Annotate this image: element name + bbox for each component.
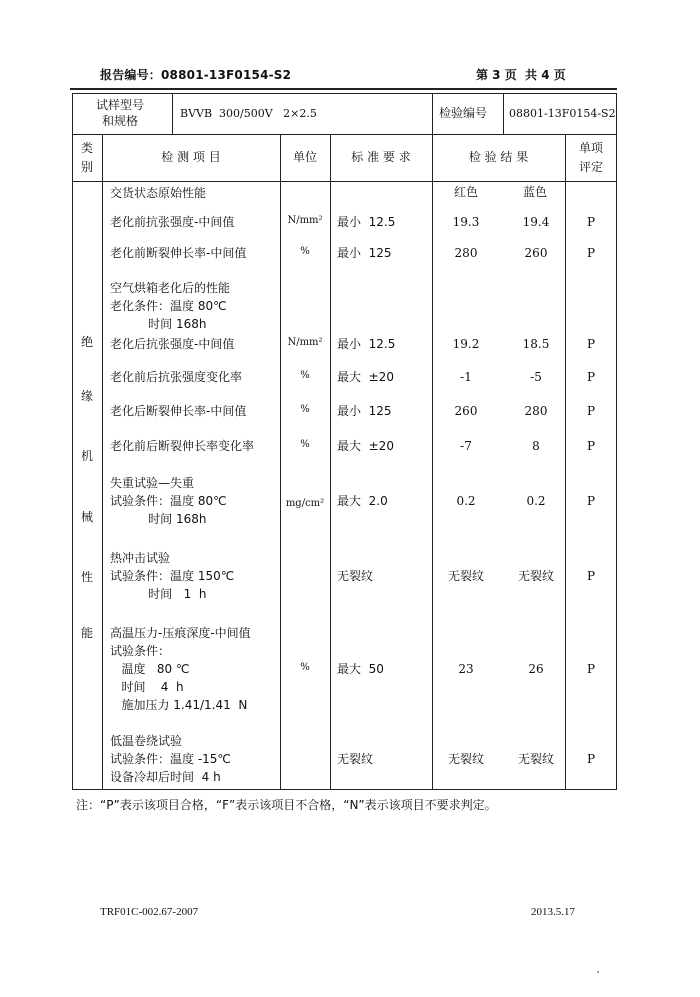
category-char: 能 (80, 626, 93, 640)
test-item-text: 设备冷却后时间 4 h (110, 770, 221, 784)
test-item-text: 老化后抗张强度-中间值 (110, 337, 235, 351)
test-item-text: 失重试验—失重 (110, 476, 195, 490)
judgement-value: P (586, 569, 596, 583)
standard-value: 最大 50 (337, 662, 384, 676)
result-red: 19.2 (452, 337, 480, 351)
test-item-text: 时间 168h (110, 317, 207, 331)
judgement-value: P (586, 215, 596, 229)
column-rule (172, 93, 173, 134)
test-item-text: 老化前断裂伸长率-中间值 (110, 246, 247, 260)
column-rule (432, 134, 433, 790)
judgement-value: P (586, 370, 596, 384)
test-item-text: 空气烘箱老化后的性能 (110, 281, 231, 295)
unit-value: % (300, 662, 310, 673)
judgement-value: P (586, 439, 596, 453)
test-item-text: 老化后断裂伸长率-中间值 (110, 404, 247, 418)
unit-value: N/mm² (287, 337, 323, 348)
test-item-text: 老化前后抗张强度变化率 (110, 370, 243, 384)
issue-date: 2013.5.17 (531, 906, 575, 918)
standard-value: 无裂纹 (337, 752, 374, 766)
unit-value: % (300, 370, 310, 381)
result-red: 19.3 (452, 215, 480, 229)
result-subhead-red: 红色 (453, 185, 478, 199)
test-item-text: 低温卷绕试验 (110, 734, 183, 748)
column-rule (503, 93, 504, 134)
header-judge: 评定 (578, 160, 603, 174)
header-standard: 标 准 要 求 (351, 150, 411, 164)
test-item-text: 时间 4 h (110, 680, 184, 694)
result-blue: 无裂纹 (517, 752, 554, 766)
result-red: 23 (458, 662, 474, 676)
category-char: 绝 (80, 335, 93, 349)
test-item-text: 交货状态原始性能 (110, 186, 207, 200)
result-blue: 无裂纹 (517, 569, 554, 583)
standard-value: 最大 ±20 (337, 439, 394, 453)
result-blue: 280 (524, 404, 548, 418)
header-rule (70, 88, 617, 90)
judgement-value: P (586, 404, 596, 418)
category-char: 械 (80, 510, 93, 524)
result-red: 无裂纹 (447, 752, 484, 766)
result-red: 280 (454, 246, 478, 260)
model-label: 试样型号 (96, 98, 145, 112)
column-rule (102, 134, 103, 790)
result-blue: 0.2 (526, 494, 546, 508)
test-item-text: 试验条件：温度 -15℃ (110, 752, 231, 766)
unit-value: mg/cm² (285, 498, 325, 509)
test-item-text: 老化前后断裂伸长率变化率 (110, 439, 255, 453)
test-item-text: 高温压力-压痕深度-中间值 (110, 626, 251, 640)
header-result: 检 验 结 果 (468, 150, 529, 164)
test-item-text: 温度 80 ℃ (110, 662, 190, 676)
model-label: 和规格 (102, 114, 139, 128)
judgement-value: P (586, 662, 596, 676)
inspect-value: 08801-13F0154-S2 (509, 107, 616, 120)
header-category: 别 (80, 160, 93, 174)
result-red: -7 (460, 439, 472, 453)
result-red: 0.2 (456, 494, 476, 508)
row-rule (72, 134, 617, 135)
test-item-text: 热冲击试验 (110, 551, 171, 565)
standard-value: 最小 12.5 (337, 215, 396, 229)
header-unit: 单位 (292, 150, 317, 164)
result-red: 无裂纹 (447, 569, 484, 583)
standard-value: 最大 ±20 (337, 370, 394, 384)
column-rule (330, 134, 331, 790)
result-blue: 260 (524, 246, 548, 260)
test-item-text: 试验条件： (110, 644, 171, 658)
judgement-value: P (586, 246, 596, 260)
standard-value: 最小 125 (337, 404, 392, 418)
test-item-text: 试验条件：温度 80℃ (110, 494, 227, 508)
unit-value: % (300, 404, 310, 415)
standard-value: 最小 125 (337, 246, 392, 260)
result-blue: 26 (528, 662, 544, 676)
category-char: 机 (80, 449, 93, 463)
unit-value: % (300, 439, 310, 450)
result-blue: 8 (532, 439, 540, 453)
report-number: 报告编号：08801-13F0154-S2 (100, 68, 292, 82)
column-rule (432, 93, 433, 134)
column-rule (280, 134, 281, 790)
header-judge: 单项 (578, 141, 603, 155)
scan-speck (597, 971, 599, 973)
result-blue: 18.5 (522, 337, 550, 351)
standard-value: 无裂纹 (337, 569, 374, 583)
test-item-text: 施加压力 1.41/1.41 N (110, 698, 248, 712)
header-category: 类 (80, 141, 93, 155)
test-item-text: 老化条件：温度 80℃ (110, 299, 227, 313)
unit-value: % (300, 246, 310, 257)
test-item-text: 老化前抗张强度-中间值 (110, 215, 235, 229)
result-red: 260 (454, 404, 478, 418)
test-item-text: 时间 168h (110, 512, 207, 526)
unit-value: N/mm² (287, 215, 323, 226)
row-rule (72, 181, 617, 182)
category-char: 性 (80, 570, 93, 584)
header-item: 检 测 项 目 (161, 150, 221, 164)
form-number: TRF01C-002.67-2007 (100, 906, 199, 918)
column-rule (565, 134, 566, 790)
judgement-value: P (586, 752, 596, 766)
model-value: BVVB 300/500V 2×2.5 (180, 107, 317, 120)
result-blue: 19.4 (522, 215, 550, 229)
test-item-text: 时间 1 h (110, 587, 207, 601)
test-item-text: 试验条件：温度 150℃ (110, 569, 235, 583)
category-char: 缘 (80, 389, 93, 403)
judgement-value: P (586, 337, 596, 351)
standard-value: 最大 2.0 (337, 494, 388, 508)
inspect-label: 检验编号 (439, 106, 488, 120)
standard-value: 最小 12.5 (337, 337, 396, 351)
footnote: 注：“P”表示该项目合格，“F”表示该项目不合格，“N”表示该项目不要求判定。 (76, 798, 497, 812)
result-red: -1 (460, 370, 472, 384)
result-blue: -5 (530, 370, 542, 384)
judgement-value: P (586, 494, 596, 508)
page-info: 第 3 页 共 4 页 (476, 68, 566, 82)
result-subhead-blue: 蓝色 (522, 185, 547, 199)
